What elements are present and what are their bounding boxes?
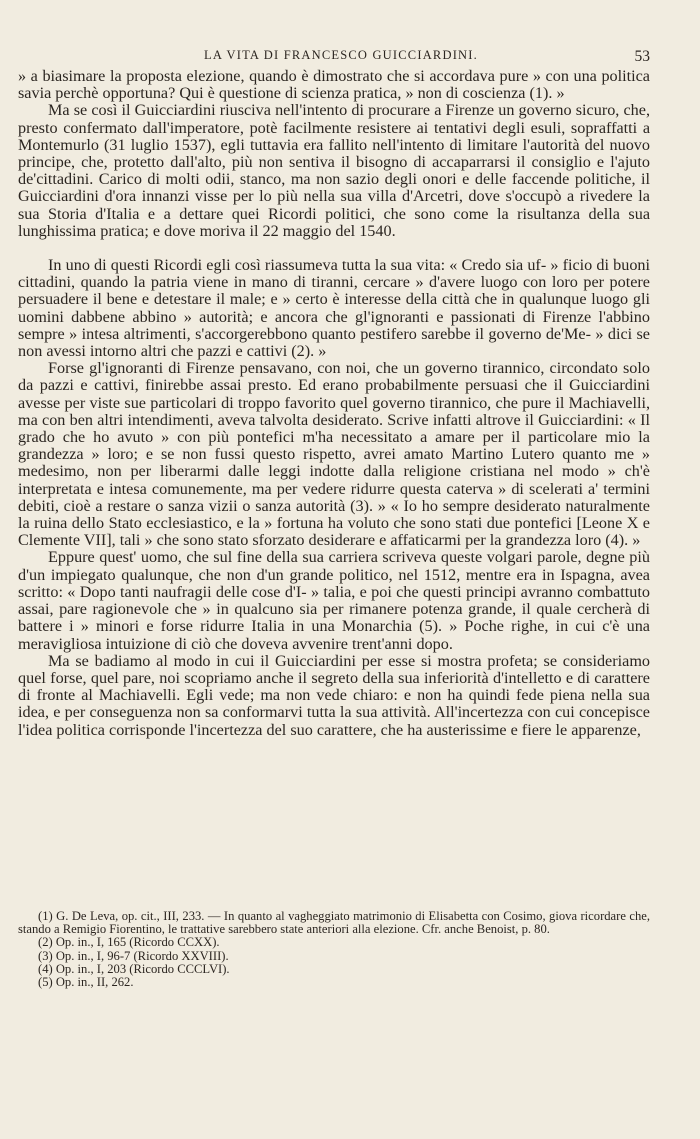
footnote: (5) Op. in., II, 262. [38, 975, 134, 990]
paragraph: In uno di questi Ricordi egli così riassumeva tutta la sua vita: « Credo sia uf- » ficio di buoni cittadini, quando la patria viene in mano di tiranni, cercare » d'avere luogo con loro per potere persuadere il bene e detestare il male; e » certo è interesse della città che in qualunque luogo gli uomini dabbene abbino » autorità; e ancora che gl'ignoranti e passionati di Firenze l'abbino sempre » intesa altrimenti, s'accorgerebbono quanto pestifero sarebbe il governo de'Me- » dici se non avessi intorno altri che pazzi e cattivi (2). » [18, 256, 650, 361]
paragraph: Eppure quest' uomo, che sul fine della sua carriera scriveva queste volgari parole, degne più d'un impiegato qualunque, che non d'un grande politico, nel 1512, mentre era in Ispagna, avea scritto: « Dopo tanti naufragii delle cose d'I- » talia, e poi che questi principi avranno combattuto assai, pare ragionevole che » in qualcuno sia per rimanere potenza grande, il quale cercherà di battere i » minori e forse ridurre Italia in una Monarchia (5). » Poche righe, in cui c'è una meravigliosa intuizione di ciò che doveva avvenire trent'anni dopo. [18, 548, 650, 653]
body-text [18, 68, 650, 739]
paragraph: Ma se così il Guicciardini riusciva nell'intento di procurare a Firenze un governo sicuro, che, presto confermato dall'imperatore, potè facilmente resistere ai tentativi degli esuli, sopraffatti a Montemurlo (31 luglio 1537), egli tuttavia era fallito nell'intento di limitare l'autorità del nuovo principe, che, protetto dall'alto, più non sentiva il bisogno di accaparrarsi il consiglio e l'ajuto de'cittadini. Carico di molti odii, stanco, ma non sazio degli onori e delle faccende politiche, il Guicciardini d'ora innanzi visse per lo più nella sua villa d'Arcetri, dove s'occupò a rivedere la sua Storia d'Italia e a dettare quei Ricordi politici, che sono come la risultanza della sua lunghissima pratica; e dove moriva il 22 maggio del 1540. [18, 101, 650, 240]
running-title: LA VITA DI FRANCESCO GUICCIARDINI. [204, 48, 478, 62]
footnote: (1) G. De Leva, op. cit., III, 233. — In quanto al vagheggiato matrimonio di Elisabetta con Cosimo, giova ricordare che, stando a Remigio Fiorentino, le trattative sarebbero state anteriori alla elezione. Cfr. anche Benoist, p. 80. [18, 909, 650, 937]
paragraph: Ma se badiamo al modo in cui il Guicciardini per esse si mostra profeta; se consideriamo quel forse, quel pare, noi scopriamo anche il segreto della sua inferiorità d'intelletto e di carattere di fronte al Machiavelli. Egli vede; ma non vede chiaro: e non ha quindi fede piena nella sua idea, e per conseguenza non sa conformarvi tutta la sua attività. All'incertezza con cui concepisce l'idea politica corrisponde l'incertezza del suo carattere, che ha austerissime e fiere le apparenze, [18, 651, 650, 739]
paragraph: » a biasimare la proposta elezione, quando è dimostrato che si accordava pure » con una politica savia perchè opportuna? Qui è questione di scienza pratica, » non di coscienza (1). » [18, 67, 650, 103]
page-number: 53 [634, 48, 650, 65]
footnote: (2) Op. in., I, 165 (Ricordo CCXX). [38, 935, 220, 950]
paragraph: Forse gl'ignoranti di Firenze pensavano, con noi, che un governo tirannico, circondato solo da pazzi e cattivi, finirebbe assai presto. Ed erano probabilmente persuasi che il Guicciardini avesse per viste sue particolari di troppo favorito quel governo tirannico, che pure il Machiavelli, ma con ben altri intendimenti, aveva talvolta desiderato. Scrive infatti altrove il Guicciardini: « Il grado che ho avuto » con più pontefici m'ha necessitato a amare per il particolare mio la grandezza » loro; e se non fussi questo rispetto, avrei amato Martino Lutero quanto me » medesimo, non per liberarmi dalle leggi indotte dalla religione cristiana nel modo » ch'è interpretata e intesa comunemente, ma per vedere ridurre questa caterva » di scelerati a' termini debiti, cioè a restare o sanza vizii o sanza autorità (3). » « Io ho sempre desiderato naturalmente la ruina dello Stato ecclesiastico, e la » fortuna ha voluto che sono stati due pontefici [Leone X e Clemente VII], tali » che sono stato sforzato desiderare e affaticarmi per la grandezza loro (4). » [18, 359, 650, 550]
footnotes [18, 910, 650, 989]
footnote: (4) Op. in., I, 203 (Ricordo CCCLVI). [38, 961, 230, 976]
footnote: (3) Op. in., I, 96-7 (Ricordo XXVIII). [38, 948, 229, 963]
